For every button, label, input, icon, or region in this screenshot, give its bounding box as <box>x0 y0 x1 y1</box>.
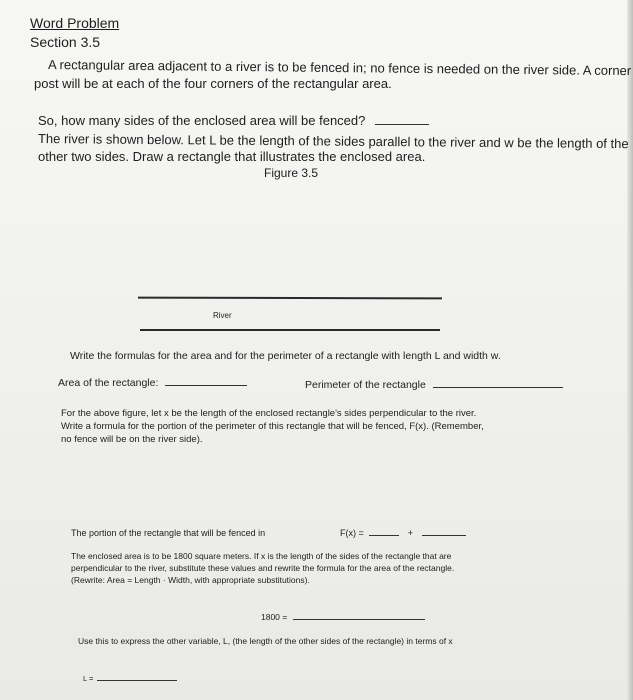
fx-blank-1[interactable] <box>369 535 399 536</box>
area-equation-blank[interactable] <box>293 619 425 620</box>
perp-line-3: no fence will be on the river side). <box>61 434 203 445</box>
sides-line-1: The river is shown below. Let L be the length of the sides parallel to the river and w be the length of the <box>37 131 629 152</box>
area-eq-line-2: perpendicular to the river, substitute these values and rewrite the formula for the area of the rectangle. <box>71 563 455 573</box>
l-answer-blank[interactable] <box>97 680 177 681</box>
fenced-label: The portion of the rectangle that will be fenced in <box>71 528 266 538</box>
page-edge <box>627 0 633 700</box>
sides-answer-blank[interactable] <box>375 124 429 125</box>
plus-sign: + <box>407 528 414 538</box>
fx-blank-2[interactable] <box>422 535 466 536</box>
river-label: River <box>213 311 232 320</box>
area-formula-row <box>58 377 247 389</box>
perimeter-formula-row <box>305 379 563 391</box>
area-eq-line-1: The enclosed area is to be 1800 square meters. If x is the length of the sides of the rectangle that are <box>71 551 452 561</box>
area-equation-label: 1800 = <box>261 612 288 622</box>
fenced-formula-row <box>340 527 466 539</box>
sides-question <box>38 112 429 129</box>
area-eq-line-3: (Rewrite: Area = Length · Width, with appropriate substitutions). <box>71 575 310 585</box>
intro-line-2: post will be at each of the four corners of the rectangular area. <box>34 76 392 91</box>
area-equation-row <box>261 612 425 624</box>
sides-line-2: other two sides. Draw a rectangle that illustrates the enclosed area. <box>38 149 426 164</box>
l-label: L = <box>83 674 94 683</box>
perp-line-2: Write a formula for the portion of the perimeter of this rectangle that will be fenced, F(x). (Remember, <box>61 421 484 432</box>
river-bank-top <box>138 297 442 300</box>
area-label: Area of the rectangle: <box>58 377 159 389</box>
river-bank-bottom <box>140 329 440 331</box>
sides-question-text: So, how many sides of the enclosed area will be fenced? <box>38 113 366 128</box>
formulas-instruction: Write the formulas for the area and for the perimeter of a rectangle with length L and width w. <box>70 350 501 362</box>
perimeter-label: Perimeter of the rectangle <box>305 379 426 391</box>
section-label: Section 3.5 <box>30 34 101 50</box>
area-formula-blank[interactable] <box>165 385 247 386</box>
l-equation-row <box>83 673 177 685</box>
perp-line-1: For the above figure, let x be the length of the enclosed rectangle's sides perpendicular to the river. <box>61 408 477 419</box>
express-instruction: Use this to express the other variable, L, (the length of the other sides of the rectangle) in terms of x <box>78 636 453 646</box>
intro-line-1: A rectangular area adjacent to a river is to be fenced in; no fence is needed on the river side. A corner <box>47 57 632 79</box>
perimeter-formula-blank[interactable] <box>433 387 563 388</box>
worksheet-title: Word Problem <box>30 15 120 31</box>
fx-label: F(x) = <box>340 528 364 538</box>
figure-caption: Figure 3.5 <box>264 166 319 180</box>
